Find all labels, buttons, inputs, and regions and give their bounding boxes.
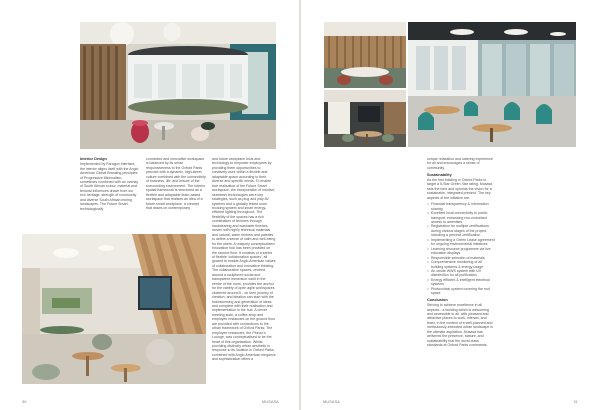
sustainability-text: As the first building in Oxford Parks to target a 5-Star Green Star rating, Musasa sets the tone and upholds the vision for a sustainable, integrated precinct. The key aspects of the initiative are: <box>427 177 493 200</box>
open-workspace-photo <box>408 22 576 147</box>
list-item: • Responsible selection of materials <box>431 256 495 260</box>
body-text: Implemented by Paragon Interface, the interior aligns itself with the Anglo American Global Branding principles of Progressive Minimalism, sometimes combined with an overlay of South African colour, material and textural influences drawn from our rich heritage, strength of community and diverse South African mining landscapes. The Future Smart, technologically <box>80 162 139 211</box>
left-page <box>0 0 299 410</box>
running-foot: MUSASA <box>262 400 279 404</box>
restaurant-lounge-photo <box>22 234 206 384</box>
left-column-1 <box>80 157 140 213</box>
list-item: • Excellent local connectivity to public transport, enhancing non-motorised access to amenities <box>431 211 495 224</box>
list-item: • Photovoltaic system covering the roof space <box>431 287 495 296</box>
list-item: • Energy efficient & intelligent electrical systems <box>431 278 495 287</box>
list-item: • Learning resource programme via live education displays <box>431 247 495 256</box>
conclusion-heading: Conclusion <box>427 297 448 302</box>
sustainability-list <box>427 202 495 296</box>
list-item: • Implementing a Green Lease agreement for ongoing environmental initiatives <box>431 238 495 247</box>
meeting-room-photo <box>324 22 406 88</box>
innovation-hub-photo <box>80 22 276 149</box>
left-column-3 <box>212 157 276 364</box>
interior-design-heading: Interior Design <box>80 157 107 161</box>
intro-text: unique relaxation and catering experience for all and encourages a sense of community. <box>427 157 493 170</box>
right-column-1 <box>427 157 495 350</box>
body-text: and future workplace tools and technology to empower employees by providing them opportunities to creatively work within a flexible and adaptable space according to their diverse and specific needs. To enable true realisation of the Future Smart workspace, the incorporation of intuitive, seamless technologies were key strategies, such as plug and play AV systems and a globally linked room booking system and smart energy-efficient lighting throughout. The flexibility of the spaces has a rich combination of textures through hardwearing and washable finishes, woven with highly technical materials and natural, warm timbers and palettes to define a sense of calm and well-being for the users. A uniquely conceptualised innovation hub has been provided on the second floor. It consists of a series of flexible 'collaboration spaces', all geared to enable Anglo American values of collaboration and innovative thinking. The collaborative spaces, centred around a sculptured social and transparent immersion vault in the centre of the room, provides the anchor for the variety of open agile workspaces clustered around it - on their journey of creation, and ideation can start with the brainstorming and generation of ideas and complete with their realisation and implementation in the hub. A clever meeting suite, a coffee shop and employee restaurant on the ground floor are provided with connections to the urban framework of Oxford Parks. The employee restaurant, the Pfunzo's Lounge, was conceptualised to be the heart of this organisation. Whilst providing distinctly urban aesthetic in response to its location in Oxford Parks, combined with Anglo American elegance and sophistication offers a <box>212 157 276 362</box>
running-foot: MUSASA <box>323 400 340 404</box>
list-item: • Comprehensive monitoring of all building systems & energy usage <box>431 260 495 269</box>
page-number: 30 <box>22 400 27 404</box>
page-number: 31 <box>573 400 578 404</box>
sustainability-heading: Sustainability <box>427 172 452 177</box>
list-item: • An onsite WWS system with UV disinfection for all purification <box>431 269 495 278</box>
body-text: connected and innovative workspace is balanced by its urban responsiveness to the Oxford Parks precinct with a dynamic, high-street culture combined with the connectivity of business, life, and leisure of the surrounding environment. The interior spatial framework is structured as a flexible and adaptable team-based workspace that realises an idea of a future smart workplace, a concept that draws on contemporary <box>146 157 206 210</box>
conclusion-text: Striving to achieve excellence in all aspects - a building which is welcoming and accessible to all, with pleasant and attractive places to work, interact, and feast, in the context of a well-planned and meticulously-executed urban landscape is the ultimate aspiration. Musasa has delivered the presence, stature, and sustainability that the world-class standards at Oxford Parks commands. <box>427 303 493 348</box>
meeting-pod-photo <box>324 90 406 147</box>
right-page <box>301 0 600 410</box>
left-column-2 <box>146 157 206 213</box>
list-item: • Registration for multiple certifications during various stages of the project, including a precinct certification <box>431 224 495 237</box>
list-item: • Financial transparency & information sharing <box>431 202 495 211</box>
